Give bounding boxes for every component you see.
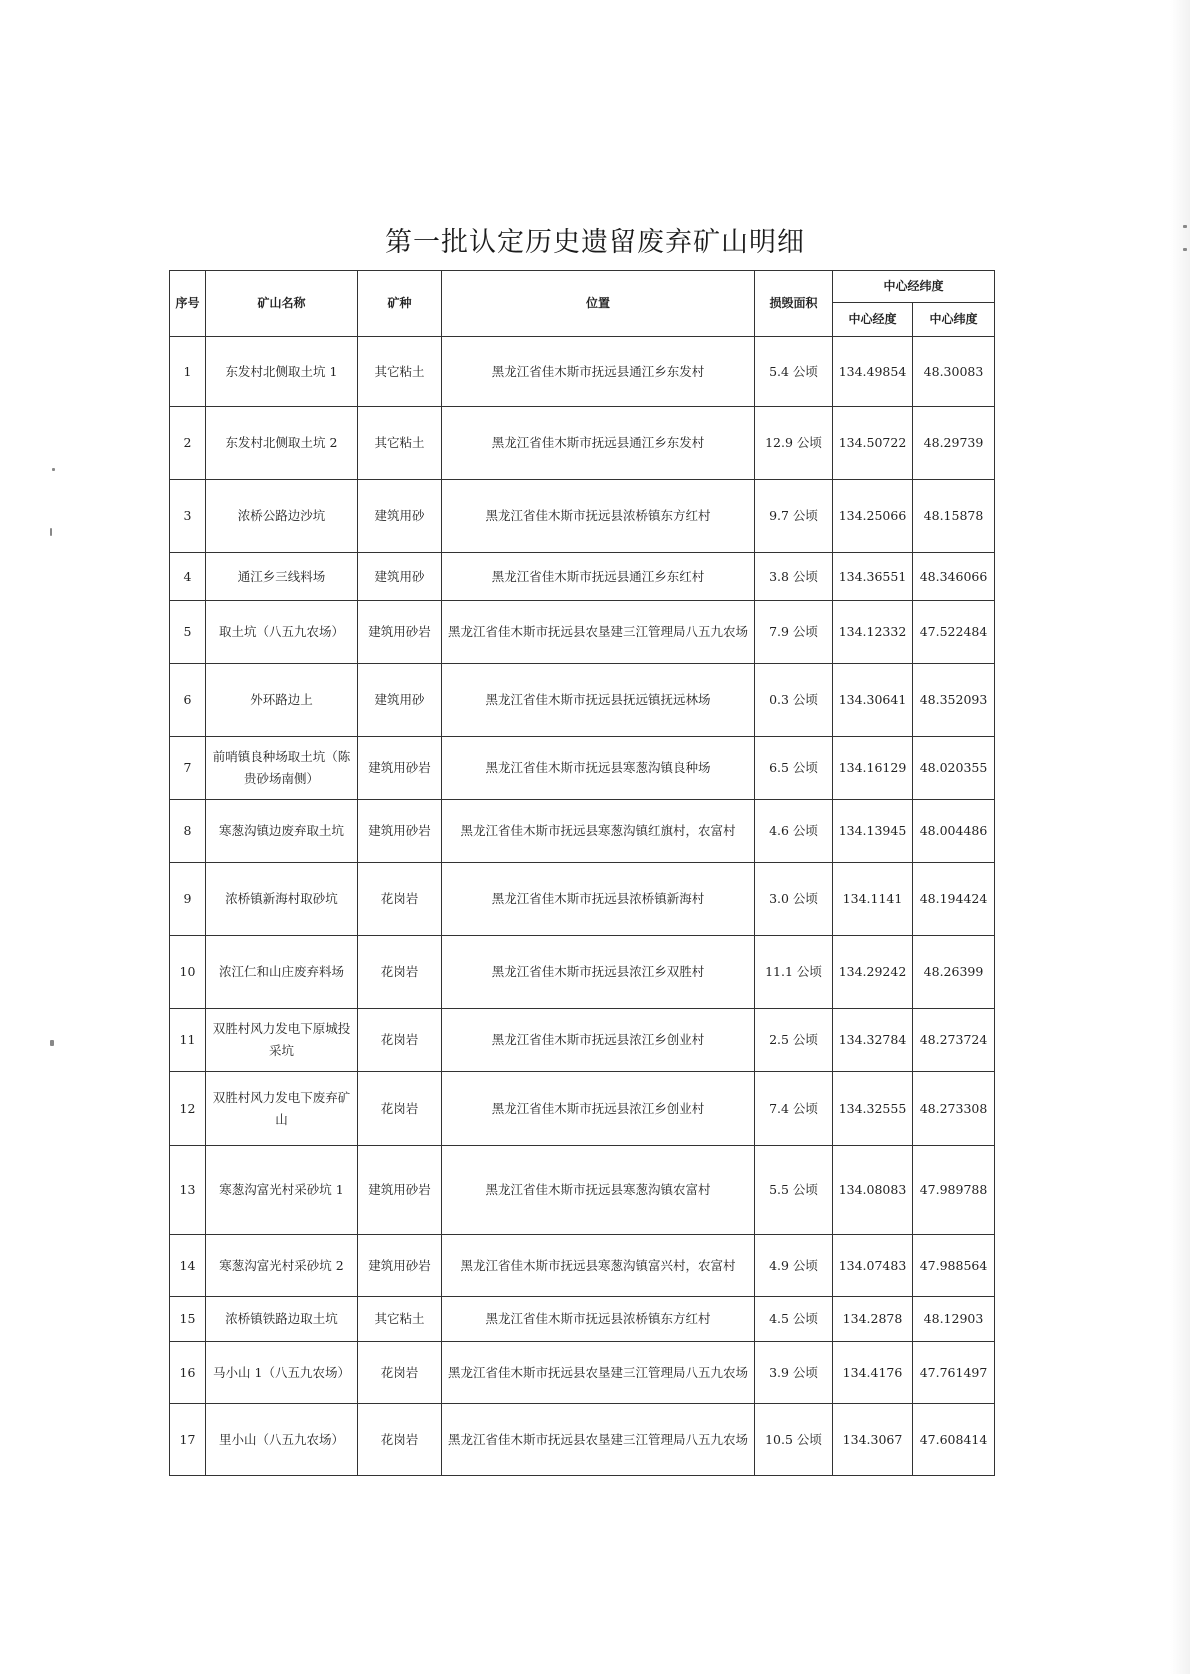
cell-name: 里小山（八五九农场） — [206, 1404, 358, 1476]
cell-lat: 48.29739 — [913, 407, 995, 480]
cell-type: 其它粘土 — [358, 407, 442, 480]
cell-type: 建筑用砂 — [358, 664, 442, 737]
cell-seq: 11 — [170, 1009, 206, 1072]
scan-speck — [50, 528, 52, 536]
cell-lon: 134.4176 — [833, 1342, 913, 1404]
cell-lat: 48.26399 — [913, 936, 995, 1009]
table-row — [170, 800, 995, 863]
cell-lat: 47.522484 — [913, 601, 995, 664]
cell-seq: 14 — [170, 1235, 206, 1297]
cell-seq: 3 — [170, 480, 206, 553]
table-row — [170, 1342, 995, 1404]
cell-name: 双胜村风力发电下废弃矿山 — [206, 1072, 358, 1146]
cell-lat: 48.12903 — [913, 1297, 995, 1342]
table-row — [170, 737, 995, 800]
cell-type: 花岗岩 — [358, 863, 442, 936]
cell-area: 10.5 公顷 — [755, 1404, 833, 1476]
cell-lat: 48.346066 — [913, 553, 995, 601]
table-row — [170, 863, 995, 936]
cell-name: 寒葱沟镇边废弃取土坑 — [206, 800, 358, 863]
cell-seq: 4 — [170, 553, 206, 601]
cell-lat: 48.273724 — [913, 1009, 995, 1072]
table-row — [170, 480, 995, 553]
scan-speck — [52, 468, 55, 471]
cell-type: 建筑用砂岩 — [358, 1235, 442, 1297]
cell-location: 黑龙江省佳木斯市抚远县浓桥镇东方红村 — [442, 1297, 755, 1342]
cell-location: 黑龙江省佳木斯市抚远县浓江乡创业村 — [442, 1009, 755, 1072]
cell-type: 其它粘土 — [358, 1297, 442, 1342]
header-row — [170, 271, 995, 303]
cell-lat: 48.004486 — [913, 800, 995, 863]
cell-location: 黑龙江省佳木斯市抚远县寒葱沟镇良种场 — [442, 737, 755, 800]
cell-lon: 134.32784 — [833, 1009, 913, 1072]
table-body — [170, 337, 995, 1476]
cell-lon: 134.07483 — [833, 1235, 913, 1297]
cell-location: 黑龙江省佳木斯市抚远县浓江乡创业村 — [442, 1072, 755, 1146]
cell-location: 黑龙江省佳木斯市抚远县农垦建三江管理局八五九农场 — [442, 1404, 755, 1476]
cell-lon: 134.25066 — [833, 480, 913, 553]
cell-lat: 48.15878 — [913, 480, 995, 553]
cell-area: 12.9 公顷 — [755, 407, 833, 480]
cell-area: 0.3 公顷 — [755, 664, 833, 737]
cell-location: 黑龙江省佳木斯市抚远县通江乡东红村 — [442, 553, 755, 601]
cell-name: 寒葱沟富光村采砂坑 2 — [206, 1235, 358, 1297]
cell-type: 花岗岩 — [358, 936, 442, 1009]
header-center: 中心经纬度 — [833, 271, 995, 303]
cell-area: 5.4 公顷 — [755, 337, 833, 407]
cell-seq: 8 — [170, 800, 206, 863]
cell-seq: 17 — [170, 1404, 206, 1476]
cell-lat: 47.608414 — [913, 1404, 995, 1476]
cell-seq: 1 — [170, 337, 206, 407]
cell-name: 双胜村风力发电下原城投采坑 — [206, 1009, 358, 1072]
cell-lon: 134.2878 — [833, 1297, 913, 1342]
cell-type: 建筑用砂岩 — [358, 737, 442, 800]
table-row — [170, 337, 995, 407]
cell-lat: 47.761497 — [913, 1342, 995, 1404]
scan-speck — [50, 1040, 54, 1046]
cell-lon: 134.29242 — [833, 936, 913, 1009]
cell-area: 4.5 公顷 — [755, 1297, 833, 1342]
cell-area: 5.5 公顷 — [755, 1146, 833, 1235]
table-row — [170, 664, 995, 737]
cell-name: 前哨镇良种场取土坑（陈贵砂场南侧） — [206, 737, 358, 800]
cell-name: 马小山 1（八五九农场） — [206, 1342, 358, 1404]
mine-table — [169, 270, 995, 1476]
table-row — [170, 553, 995, 601]
cell-type: 花岗岩 — [358, 1342, 442, 1404]
cell-type: 建筑用砂岩 — [358, 601, 442, 664]
table-row — [170, 1297, 995, 1342]
cell-seq: 6 — [170, 664, 206, 737]
header-seq: 序号 — [170, 271, 206, 337]
cell-area: 3.8 公顷 — [755, 553, 833, 601]
cell-area: 9.7 公顷 — [755, 480, 833, 553]
cell-location: 黑龙江省佳木斯市抚远县浓桥镇新海村 — [442, 863, 755, 936]
cell-type: 花岗岩 — [358, 1404, 442, 1476]
cell-lat: 48.273308 — [913, 1072, 995, 1146]
cell-name: 取土坑（八五九农场） — [206, 601, 358, 664]
cell-lon: 134.13945 — [833, 800, 913, 863]
cell-name: 浓桥公路边沙坑 — [206, 480, 358, 553]
cell-area: 4.6 公顷 — [755, 800, 833, 863]
cell-lon: 134.30641 — [833, 664, 913, 737]
cell-area: 7.9 公顷 — [755, 601, 833, 664]
cell-type: 花岗岩 — [358, 1009, 442, 1072]
cell-seq: 13 — [170, 1146, 206, 1235]
cell-location: 黑龙江省佳木斯市抚远县农垦建三江管理局八五九农场 — [442, 1342, 755, 1404]
cell-type: 其它粘土 — [358, 337, 442, 407]
cell-seq: 15 — [170, 1297, 206, 1342]
header-location: 位置 — [442, 271, 755, 337]
cell-name: 东发村北侧取土坑 2 — [206, 407, 358, 480]
cell-location: 黑龙江省佳木斯市抚远县浓桥镇东方红村 — [442, 480, 755, 553]
cell-lon: 134.49854 — [833, 337, 913, 407]
cell-area: 11.1 公顷 — [755, 936, 833, 1009]
cell-lon: 134.50722 — [833, 407, 913, 480]
table-row — [170, 1072, 995, 1146]
header-area: 损毁面积 — [755, 271, 833, 337]
table-row — [170, 1404, 995, 1476]
cell-name: 浓江仁和山庄废弃料场 — [206, 936, 358, 1009]
header-name: 矿山名称 — [206, 271, 358, 337]
cell-lon: 134.12332 — [833, 601, 913, 664]
cell-name: 浓桥镇铁路边取土坑 — [206, 1297, 358, 1342]
table-row — [170, 1146, 995, 1235]
header-lat: 中心纬度 — [913, 303, 995, 337]
cell-area: 7.4 公顷 — [755, 1072, 833, 1146]
cell-lat: 48.30083 — [913, 337, 995, 407]
cell-location: 黑龙江省佳木斯市抚远县通江乡东发村 — [442, 337, 755, 407]
cell-seq: 2 — [170, 407, 206, 480]
table-row — [170, 1009, 995, 1072]
cell-area: 4.9 公顷 — [755, 1235, 833, 1297]
cell-name: 寒葱沟富光村采砂坑 1 — [206, 1146, 358, 1235]
cell-lat: 47.989788 — [913, 1146, 995, 1235]
cell-location: 黑龙江省佳木斯市抚远县寒葱沟镇农富村 — [442, 1146, 755, 1235]
cell-lon: 134.32555 — [833, 1072, 913, 1146]
cell-location: 黑龙江省佳木斯市抚远县农垦建三江管理局八五九农场 — [442, 601, 755, 664]
cell-lon: 134.08083 — [833, 1146, 913, 1235]
cell-area: 2.5 公顷 — [755, 1009, 833, 1072]
table-row — [170, 936, 995, 1009]
cell-lon: 134.3067 — [833, 1404, 913, 1476]
cell-area: 3.9 公顷 — [755, 1342, 833, 1404]
cell-name: 东发村北侧取土坑 1 — [206, 337, 358, 407]
cell-seq: 16 — [170, 1342, 206, 1404]
cell-type: 花岗岩 — [358, 1072, 442, 1146]
header-type: 矿种 — [358, 271, 442, 337]
cell-lon: 134.16129 — [833, 737, 913, 800]
cell-location: 黑龙江省佳木斯市抚远县抚远镇抚远林场 — [442, 664, 755, 737]
cell-seq: 9 — [170, 863, 206, 936]
page-title: 第一批认定历史遗留废弃矿山明细 — [385, 227, 805, 258]
cell-location: 黑龙江省佳木斯市抚远县浓江乡双胜村 — [442, 936, 755, 1009]
cell-location: 黑龙江省佳木斯市抚远县寒葱沟镇富兴村，农富村 — [442, 1235, 755, 1297]
cell-area: 3.0 公顷 — [755, 863, 833, 936]
cell-lat: 48.194424 — [913, 863, 995, 936]
cell-type: 建筑用砂岩 — [358, 800, 442, 863]
cell-lat: 48.020355 — [913, 737, 995, 800]
cell-location: 黑龙江省佳木斯市抚远县寒葱沟镇红旗村，农富村 — [442, 800, 755, 863]
cell-lat: 48.352093 — [913, 664, 995, 737]
cell-type: 建筑用砂岩 — [358, 1146, 442, 1235]
cell-seq: 7 — [170, 737, 206, 800]
cell-seq: 5 — [170, 601, 206, 664]
cell-lon: 134.36551 — [833, 553, 913, 601]
cell-name: 通江乡三线料场 — [206, 553, 358, 601]
cell-type: 建筑用砂 — [358, 480, 442, 553]
table-row — [170, 407, 995, 480]
cell-lat: 47.988564 — [913, 1235, 995, 1297]
cell-area: 6.5 公顷 — [755, 737, 833, 800]
cell-location: 黑龙江省佳木斯市抚远县通江乡东发村 — [442, 407, 755, 480]
cell-seq: 10 — [170, 936, 206, 1009]
table-row — [170, 601, 995, 664]
cell-seq: 12 — [170, 1072, 206, 1146]
cell-name: 外环路边上 — [206, 664, 358, 737]
cell-name: 浓桥镇新海村取砂坑 — [206, 863, 358, 936]
cell-type: 建筑用砂 — [358, 553, 442, 601]
cell-lon: 134.1141 — [833, 863, 913, 936]
header-lon: 中心经度 — [833, 303, 913, 337]
table-row — [170, 1235, 995, 1297]
